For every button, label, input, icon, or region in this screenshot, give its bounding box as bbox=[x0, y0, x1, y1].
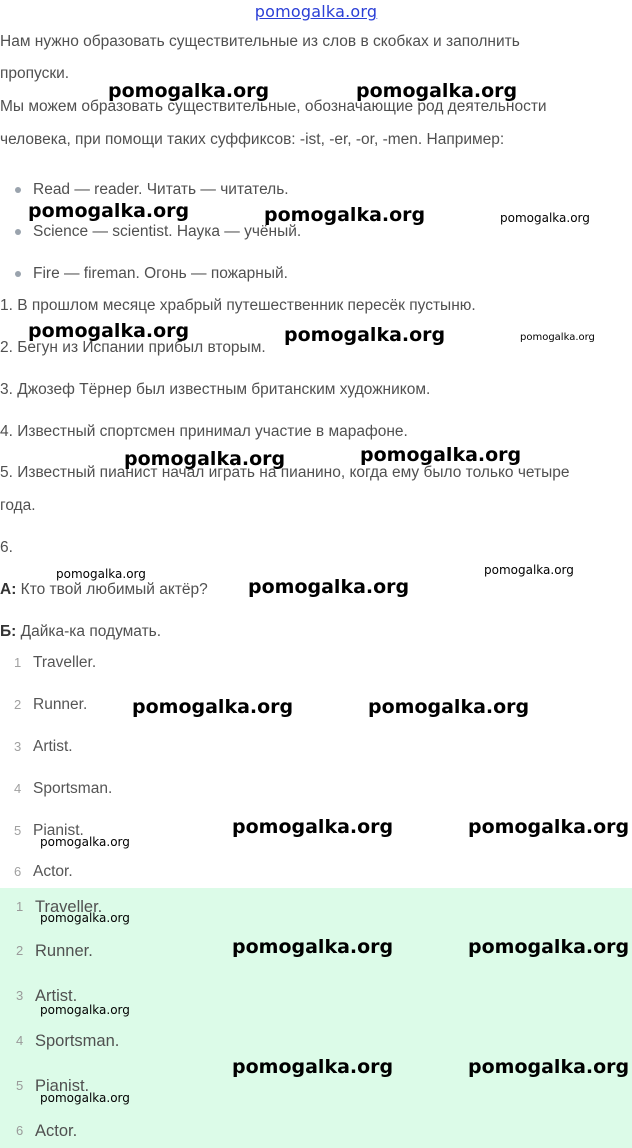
example-item: Read — reader. Читать — читатель. bbox=[33, 181, 289, 198]
translation-line: 4. Известный спортсмен принимал участие в марафоне. bbox=[0, 423, 408, 440]
watermark: pomogalka.org bbox=[484, 563, 574, 577]
bullet-dot bbox=[15, 229, 21, 235]
watermark: pomogalka.org bbox=[468, 816, 630, 838]
watermark: pomogalka.org bbox=[28, 200, 190, 222]
translation-line: 2. Бегун из Испании прибыл вторым. bbox=[0, 339, 266, 356]
list-number: 5 bbox=[14, 823, 22, 838]
answer-number: 2 bbox=[16, 943, 24, 958]
answer-item: Artist. bbox=[35, 987, 78, 1005]
intro-line: Мы можем образовать существительные, обозначающие род деятельности bbox=[0, 98, 547, 115]
site-header-link[interactable]: pomogalka.org bbox=[254, 2, 378, 21]
watermark: pomogalka.org bbox=[468, 1056, 630, 1078]
bullet-dot bbox=[15, 271, 21, 277]
intro-line: Нам нужно образовать существительные из слов в скобках и заполнить bbox=[0, 33, 520, 50]
watermark: pomogalka.org bbox=[232, 816, 394, 838]
answer-number: 4 bbox=[16, 1033, 24, 1048]
watermark: pomogalka.org bbox=[40, 911, 130, 925]
answer-item: Runner. bbox=[35, 942, 93, 960]
watermark: pomogalka.org bbox=[468, 936, 630, 958]
list-item: Pianist. bbox=[33, 822, 84, 839]
list-item: Actor. bbox=[33, 863, 73, 880]
watermark: pomogalka.org bbox=[356, 80, 518, 102]
list-number: 1 bbox=[14, 655, 22, 670]
watermark: pomogalka.org bbox=[284, 324, 446, 346]
watermark: pomogalka.org bbox=[108, 80, 270, 102]
watermark: pomogalka.org bbox=[360, 444, 522, 466]
answer-item: Actor. bbox=[35, 1122, 78, 1140]
list-item: Artist. bbox=[33, 738, 73, 755]
watermark: pomogalka.org bbox=[232, 1056, 394, 1078]
watermark: pomogalka.org bbox=[520, 332, 595, 343]
watermark: pomogalka.org bbox=[28, 320, 190, 342]
answer-number: 6 bbox=[16, 1123, 24, 1138]
watermark: pomogalka.org bbox=[132, 696, 294, 718]
answer-item: Sportsman. bbox=[35, 1032, 120, 1050]
watermark: pomogalka.org bbox=[40, 1003, 130, 1017]
watermark: pomogalka.org bbox=[56, 567, 146, 581]
answer-number: 3 bbox=[16, 988, 24, 1003]
watermark: pomogalka.org bbox=[264, 204, 426, 226]
watermark: pomogalka.org bbox=[40, 835, 130, 849]
watermark: pomogalka.org bbox=[124, 448, 286, 470]
intro-line: человека, при помощи таких суффиксов: -ist, -er, -or, -men. Например: bbox=[0, 131, 505, 148]
intro-line: пропуски. bbox=[0, 65, 70, 82]
dialogue-line-b bbox=[0, 622, 161, 642]
watermark: pomogalka.org bbox=[232, 936, 394, 958]
list-number: 4 bbox=[14, 781, 22, 796]
translation-line: 3. Джозеф Тёрнер был известным британским художником. bbox=[0, 381, 431, 398]
speaker-label: Б: bbox=[0, 623, 17, 640]
example-item: Science — scientist. Наука — учёный. bbox=[33, 223, 302, 240]
answer-item: Traveller. bbox=[35, 898, 103, 916]
translation-line: 5. Известный пианист начал играть на пианино, когда ему было только четыре bbox=[0, 464, 570, 481]
answer-number: 1 bbox=[16, 899, 24, 914]
translation-line: 1. В прошлом месяце храбрый путешественник пересёк пустыню. bbox=[0, 297, 476, 314]
answer-item: Pianist. bbox=[35, 1077, 90, 1095]
watermark: pomogalka.org bbox=[500, 211, 590, 225]
dialogue-text: Кто твой любимый актёр? bbox=[16, 581, 208, 598]
dialogue-line-a bbox=[0, 580, 208, 600]
dialogue-text: Дайка-ка подумать. bbox=[16, 623, 162, 640]
watermark: pomogalka.org bbox=[248, 576, 410, 598]
watermark: pomogalka.org bbox=[40, 1091, 130, 1105]
translation-line: 6. bbox=[0, 539, 13, 556]
list-number: 6 bbox=[14, 864, 22, 879]
list-number: 3 bbox=[14, 739, 22, 754]
translation-line: года. bbox=[0, 497, 36, 514]
watermark: pomogalka.org bbox=[368, 696, 530, 718]
list-item: Sportsman. bbox=[33, 780, 113, 797]
example-item: Fire — fireman. Огонь — пожарный. bbox=[33, 265, 288, 282]
speaker-label: А: bbox=[0, 581, 17, 598]
list-number: 2 bbox=[14, 697, 22, 712]
list-item: Runner. bbox=[33, 696, 88, 713]
list-item: Traveller. bbox=[33, 654, 97, 671]
bullet-dot bbox=[15, 187, 21, 193]
answer-box bbox=[0, 888, 632, 1148]
answer-number: 5 bbox=[16, 1078, 24, 1093]
